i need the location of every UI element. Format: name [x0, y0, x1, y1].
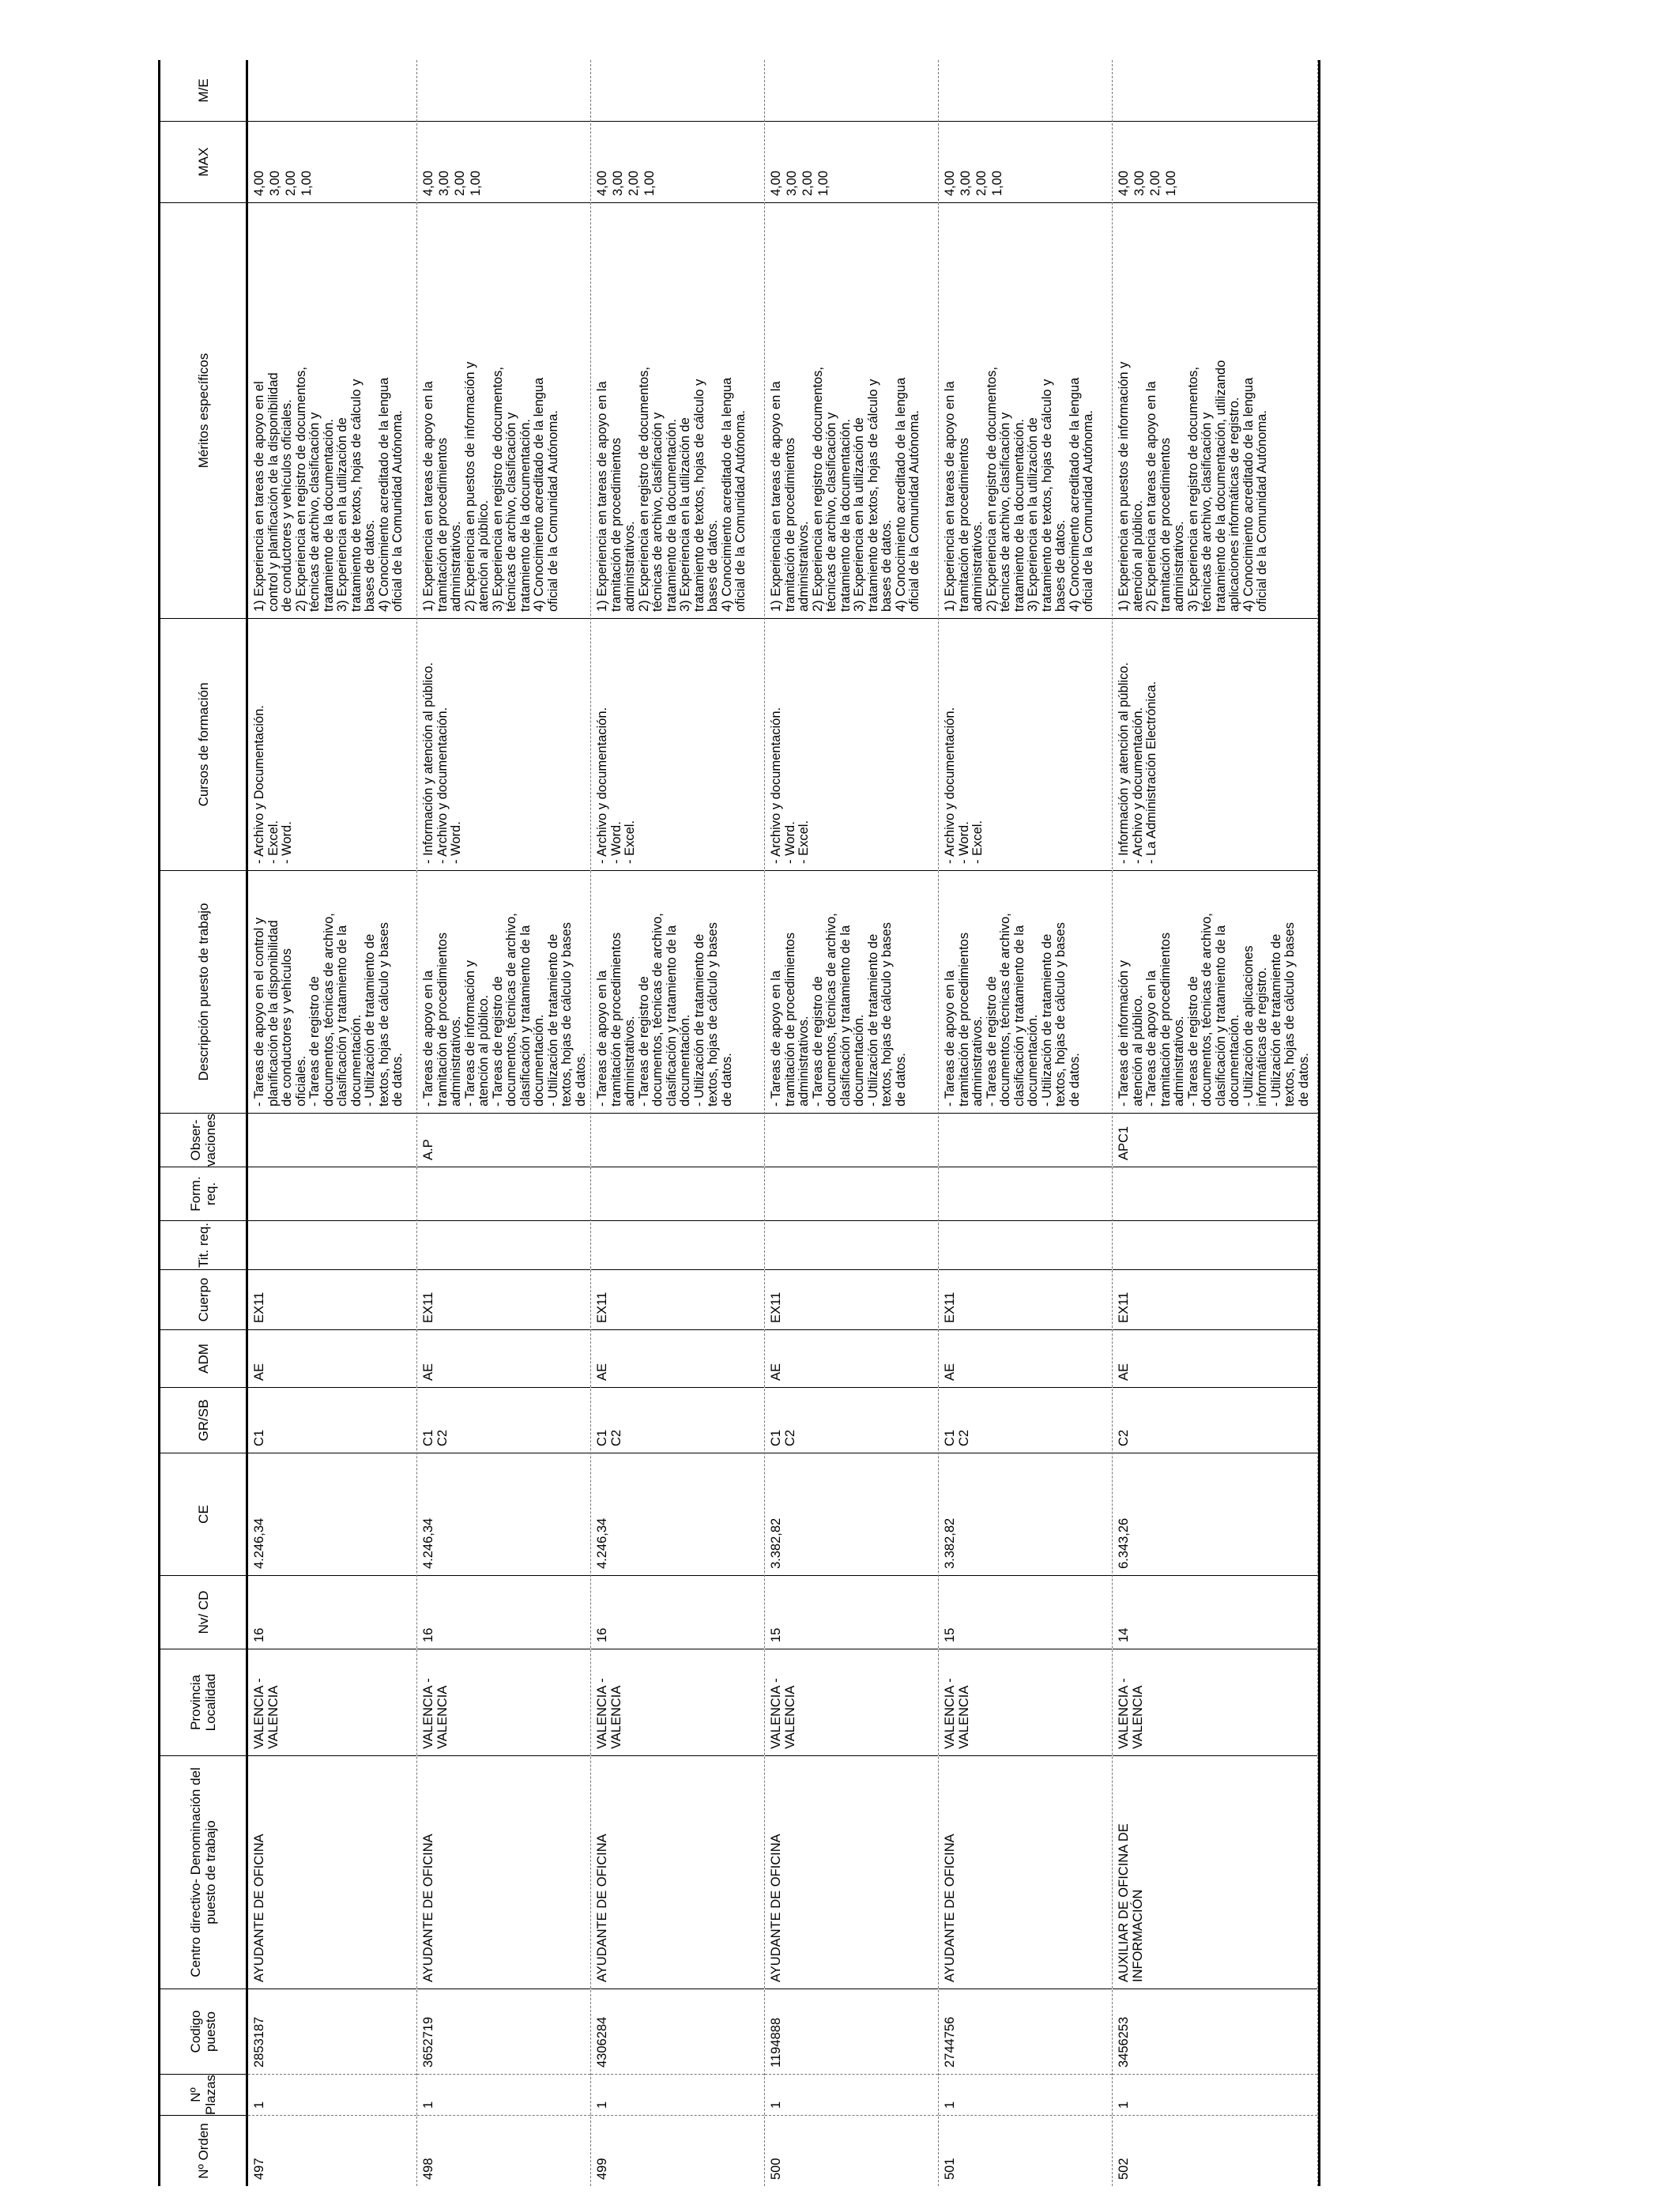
cell-me: [939, 60, 1112, 121]
cell-provincia: VALENCIA - VALENCIA: [765, 1649, 938, 1755]
header-provincia: Provincia Localidad: [160, 1649, 246, 1755]
cell-ce: 4.246,34: [248, 1453, 416, 1575]
cell-me: [591, 60, 764, 121]
cell-adm: AE: [417, 1329, 590, 1387]
max-score: 1,00: [642, 170, 657, 196]
cell-form: [591, 1167, 764, 1220]
cell-adm: AE: [939, 1329, 1112, 1387]
cell-adm: AE: [765, 1329, 938, 1387]
max-score: 2,00: [1148, 170, 1162, 196]
cell-max: [765, 121, 938, 202]
header-desc: Descripción puesto de trabajo: [160, 870, 246, 1113]
cell-max: [248, 121, 416, 202]
cell-plazas: 1: [248, 2074, 416, 2115]
cell-adm: AE: [1113, 1329, 1317, 1387]
cell-nv: 16: [417, 1575, 590, 1649]
cell-form: [939, 1167, 1112, 1220]
max-score: 2,00: [800, 170, 815, 196]
max-score: 3,00: [268, 170, 282, 196]
cell-orden: 502: [1113, 2115, 1317, 2186]
max-score: 4,00: [1117, 170, 1131, 196]
cell-provincia: VALENCIA - VALENCIA: [939, 1649, 1112, 1755]
cell-centro: AUXILIAR DE OFICINA DE INFORMACIÓN: [1113, 1755, 1317, 1989]
header-orden: Nº Orden: [160, 2115, 246, 2186]
header-max: MAX: [160, 121, 246, 202]
cell-provincia: VALENCIA - VALENCIA: [248, 1649, 416, 1755]
max-score: 2,00: [453, 170, 467, 196]
header-gr: GR/SB: [160, 1387, 246, 1453]
max-score: 1,00: [1164, 170, 1178, 196]
cell-adm: AE: [248, 1329, 416, 1387]
rotated-table: [158, 60, 1470, 2186]
cell-ce: 3.382,82: [939, 1453, 1112, 1575]
max-score: 1,00: [816, 170, 831, 196]
cell-obs: [248, 1113, 416, 1167]
cell-tit: [248, 1220, 416, 1269]
max-score: 4,00: [595, 170, 609, 196]
table-row: [1113, 60, 1318, 2186]
cell-plazas: 1: [591, 2074, 764, 2115]
header-cursos: Cursos de formación: [160, 618, 246, 870]
cell-nv: 15: [765, 1575, 938, 1649]
cell-tit: [939, 1220, 1112, 1269]
cell-cuerpo: EX11: [765, 1269, 938, 1329]
cell-centro: AYUDANTE DE OFICINA: [591, 1755, 764, 1989]
cell-meritos: 1) Experiencia en tareas de apoyo en la tramitación de procedimientos administrativos. 2) Experiencia en registro de documentos, técnicas de archivo, clasificación y tratamiento de la documentación. 3) Experiencia en la utilización de tratamiento de textos, hojas de cálculo y bases de datos. 4) Conocimiento acreditado de la lengua oficial de la Comunidad Autónoma.: [765, 202, 938, 618]
cell-me: [1113, 60, 1317, 121]
cell-desc: - Tareas de apoyo en la tramitación de procedimientos administrativos. - Tareas de registro de documentos, técnicas de archivo, clasificación y tratamiento de la documentación. - Utilización de tratamiento de textos, hojas de cálculo y bases de datos.: [939, 870, 1112, 1113]
cell-max: [1113, 121, 1317, 202]
max-score: 2,00: [627, 170, 641, 196]
header-plazas: Nº Plazas: [160, 2074, 246, 2115]
max-score: 1,00: [469, 170, 483, 196]
cell-nv: 16: [591, 1575, 764, 1649]
cell-meritos: 1) Experiencia en tareas de apoyo en el control y planificación de la disponibilidad de conductores y vehículos oficiales. 2) Experiencia en registro de documentos, técnicas de archivo, clasificación y tratamiento de la documentación. 3) Experiencia en la utilización de tratamiento de textos, hojas de cálculo y bases de datos. 4) Conocimiento acreditado de la lengua oficial de la Comunidad Autónoma.: [248, 202, 416, 618]
cell-codigo: 3456253: [1113, 1989, 1317, 2074]
cell-gr: C1 C2: [939, 1387, 1112, 1453]
table-row: [939, 60, 1113, 2186]
max-score: 4,00: [943, 170, 957, 196]
max-score: 3,00: [1132, 170, 1147, 196]
header-me: M/E: [195, 78, 211, 103]
cell-adm: AE: [591, 1329, 764, 1387]
header-codigo: Codigo puesto: [160, 1989, 246, 2074]
cell-nv: 14: [1113, 1575, 1317, 1649]
max-score: 4,00: [769, 170, 783, 196]
cell-desc: - Tareas de información y atención al público. - Tareas de apoyo en la tramitación de procedimientos administrativos. - Tareas de registro de documentos, técnicas de archivo, clasificación y tratamiento de la documentación. - Utilización de aplicaciones informáticas de registro. - Utilización de tratamiento de textos, hojas de cálculo y bases de datos.: [1113, 870, 1317, 1113]
cell-gr: C1 C2: [417, 1387, 590, 1453]
cell-obs: APC1: [1113, 1113, 1317, 1167]
cell-provincia: VALENCIA - VALENCIA: [1113, 1649, 1317, 1755]
header-form: Form. req.: [160, 1167, 246, 1220]
cell-centro: AYUDANTE DE OFICINA: [417, 1755, 590, 1989]
cell-ce: 6.343,26: [1113, 1453, 1317, 1575]
cell-tit: [1113, 1220, 1317, 1269]
cell-orden: 498: [417, 2115, 590, 2186]
cell-provincia: VALENCIA - VALENCIA: [591, 1649, 764, 1755]
cell-desc: - Tareas de apoyo en la tramitación de procedimientos administrativos. - Tareas de registro de documentos, técnicas de archivo, clasificación y tratamiento de la documentación. - Utilización de tratamiento de textos, hojas de cálculo y bases de datos.: [765, 870, 938, 1113]
cell-codigo: 1194888: [765, 1989, 938, 2074]
max-score: 3,00: [611, 170, 625, 196]
header-nv: Nv/ CD: [160, 1575, 246, 1649]
cell-max: [591, 121, 764, 202]
max-score: 3,00: [785, 170, 799, 196]
table-row: [591, 60, 765, 2186]
cell-centro: AYUDANTE DE OFICINA: [248, 1755, 416, 1989]
cell-form: [765, 1167, 938, 1220]
max-score: 3,00: [959, 170, 973, 196]
cell-desc: - Tareas de apoyo en la tramitación de procedimientos administrativos. - Tareas de registro de documentos, técnicas de archivo, clasificación y tratamiento de la documentación. - Utilización de tratamiento de textos, hojas de cálculo y bases de datos.: [591, 870, 764, 1113]
max-score: 1,00: [990, 170, 1004, 196]
cell-orden: 499: [591, 2115, 764, 2186]
max-score: 2,00: [284, 170, 298, 196]
cell-obs: A.P: [417, 1113, 590, 1167]
cell-codigo: 2744756: [939, 1989, 1112, 2074]
cell-meritos: 1) Experiencia en tareas de apoyo en la tramitación de procedimientos administrativos. 2) Experiencia en puestos de información y atención al público. 3) Experiencia en registro de documentos, técnicas de archivo, clasificación y tratamiento de la documentación. 4) Conocimiento acreditado de la lengua oficial de la Comunidad Autónoma.: [417, 202, 590, 618]
header-adm: ADM: [160, 1329, 246, 1387]
cell-ce: 4.246,34: [591, 1453, 764, 1575]
cell-gr: C1 C2: [591, 1387, 764, 1453]
cell-obs: [765, 1113, 938, 1167]
table-row: [765, 60, 939, 2186]
cell-nv: 15: [939, 1575, 1112, 1649]
cell-centro: AYUDANTE DE OFICINA: [939, 1755, 1112, 1989]
table-row: [417, 60, 591, 2186]
cell-meritos: 1) Experiencia en tareas de apoyo en la tramitación de procedimientos administrativos. 2) Experiencia en registro de documentos, técnicas de archivo, clasificación y tratamiento de la documentación. 3) Experiencia en la utilización de tratamiento de textos, hojas de cálculo y bases de datos. 4) Conocimiento acreditado de la lengua oficial de la Comunidad Autónoma.: [591, 202, 764, 618]
cell-cuerpo: EX11: [591, 1269, 764, 1329]
max-score: 2,00: [974, 170, 989, 196]
cell-cuerpo: EX11: [248, 1269, 416, 1329]
cell-plazas: 1: [1113, 2074, 1317, 2115]
cell-orden: 500: [765, 2115, 938, 2186]
cell-tit: [765, 1220, 938, 1269]
header-meritos: Méritos específicos: [160, 202, 246, 618]
header-cuerpo: Cuerpo: [160, 1269, 246, 1329]
cell-codigo: 2853187: [248, 1989, 416, 2074]
cell-plazas: 1: [417, 2074, 590, 2115]
cell-meritos: 1) Experiencia en puestos de información y atención al público. 2) Experiencia en tareas de apoyo en la tramitación de procedimientos administrativos. 3) Experiencia en registro de documentos, técnicas de archivo, clasificación y tratamiento de la documentación, utilizando aplicaciones informáticas de registro. 4) Conocimiento acreditado de la lengua oficial de la Comunidad Autónoma.: [1113, 202, 1317, 618]
cell-plazas: 1: [765, 2074, 938, 2115]
cell-cuerpo: EX11: [417, 1269, 590, 1329]
max-score: 4,00: [252, 170, 266, 196]
cell-cursos: - Archivo y documentación. - Word. - Excel.: [765, 618, 938, 870]
cell-cuerpo: EX11: [939, 1269, 1112, 1329]
cell-max: [939, 121, 1112, 202]
cell-gr: C2: [1113, 1387, 1317, 1453]
cell-centro: AYUDANTE DE OFICINA: [765, 1755, 938, 1989]
cell-codigo: 3652719: [417, 1989, 590, 2074]
header-centro: Centro directivo- Denominación del puesto de trabajo: [160, 1755, 246, 1989]
cell-cursos: - Información y atención al público. - Archivo y documentación. - La Administración Electrónica.: [1113, 618, 1317, 870]
cell-me: [248, 60, 416, 121]
cell-nv: 16: [248, 1575, 416, 1649]
cell-plazas: 1: [939, 2074, 1112, 2115]
cell-max: [417, 121, 590, 202]
cell-form: [248, 1167, 416, 1220]
cell-desc: - Tareas de apoyo en la tramitación de procedimientos administrativos. - Tareas de información y atención al público. - Tareas de registro de documentos, técnicas de archivo, clasificación y tratamiento de la documentación. - Utilización de tratamiento de textos, hojas de cálculo y bases de datos.: [417, 870, 590, 1113]
max-score: 3,00: [437, 170, 451, 196]
table-row: [248, 60, 417, 2186]
max-score: 4,00: [421, 170, 435, 196]
max-score: 1,00: [299, 170, 314, 196]
header-ce: CE: [160, 1453, 246, 1575]
cell-cursos: - Archivo y Documentación. - Excel. - Word.: [248, 618, 416, 870]
cell-cursos: - Archivo y documentación. - Word. - Excel.: [939, 618, 1112, 870]
cell-orden: 501: [939, 2115, 1112, 2186]
cell-codigo: 4306284: [591, 1989, 764, 2074]
cell-me: [417, 60, 590, 121]
cell-gr: C1 C2: [765, 1387, 938, 1453]
cell-form: [1113, 1167, 1317, 1220]
cell-form: [417, 1167, 590, 1220]
header-obs: Obser- vaciones: [160, 1113, 246, 1167]
cell-obs: [939, 1113, 1112, 1167]
cell-gr: C1: [248, 1387, 416, 1453]
cell-tit: [591, 1220, 764, 1269]
table-bottom-rule: [1318, 60, 1320, 2186]
cell-cuerpo: EX11: [1113, 1269, 1317, 1329]
cell-orden: 497: [248, 2115, 416, 2186]
table-header: [158, 60, 248, 2186]
cell-cursos: - Información y atención al público. - Archivo y documentación. - Word.: [417, 618, 590, 870]
cell-ce: 4.246,34: [417, 1453, 590, 1575]
cell-desc: - Tareas de apoyo en el control y planificación de la disponibilidad de conductores y vehículos oficiales. - Tareas de registro de documentos, técnicas de archivo, clasificación y tratamiento de la documentación. - Utilización de tratamiento de textos, hojas de cálculo y bases de datos.: [248, 870, 416, 1113]
cell-meritos: 1) Experiencia en tareas de apoyo en la tramitación de procedimientos administrativos. 2) Experiencia en registro de documentos, técnicas de archivo, clasificación y tratamiento de la documentación. 3) Experiencia en la utilización de tratamiento de textos, hojas de cálculo y bases de datos. 4) Conocimiento acreditado de la lengua oficial de la Comunidad Autónoma.: [939, 202, 1112, 618]
header-tit: Tit. req.: [160, 1220, 246, 1269]
cell-ce: 3.382,82: [765, 1453, 938, 1575]
cell-obs: [591, 1113, 764, 1167]
cell-tit: [417, 1220, 590, 1269]
cell-me: [765, 60, 938, 121]
cell-provincia: VALENCIA - VALENCIA: [417, 1649, 590, 1755]
cell-cursos: - Archivo y documentación. - Word. - Excel.: [591, 618, 764, 870]
